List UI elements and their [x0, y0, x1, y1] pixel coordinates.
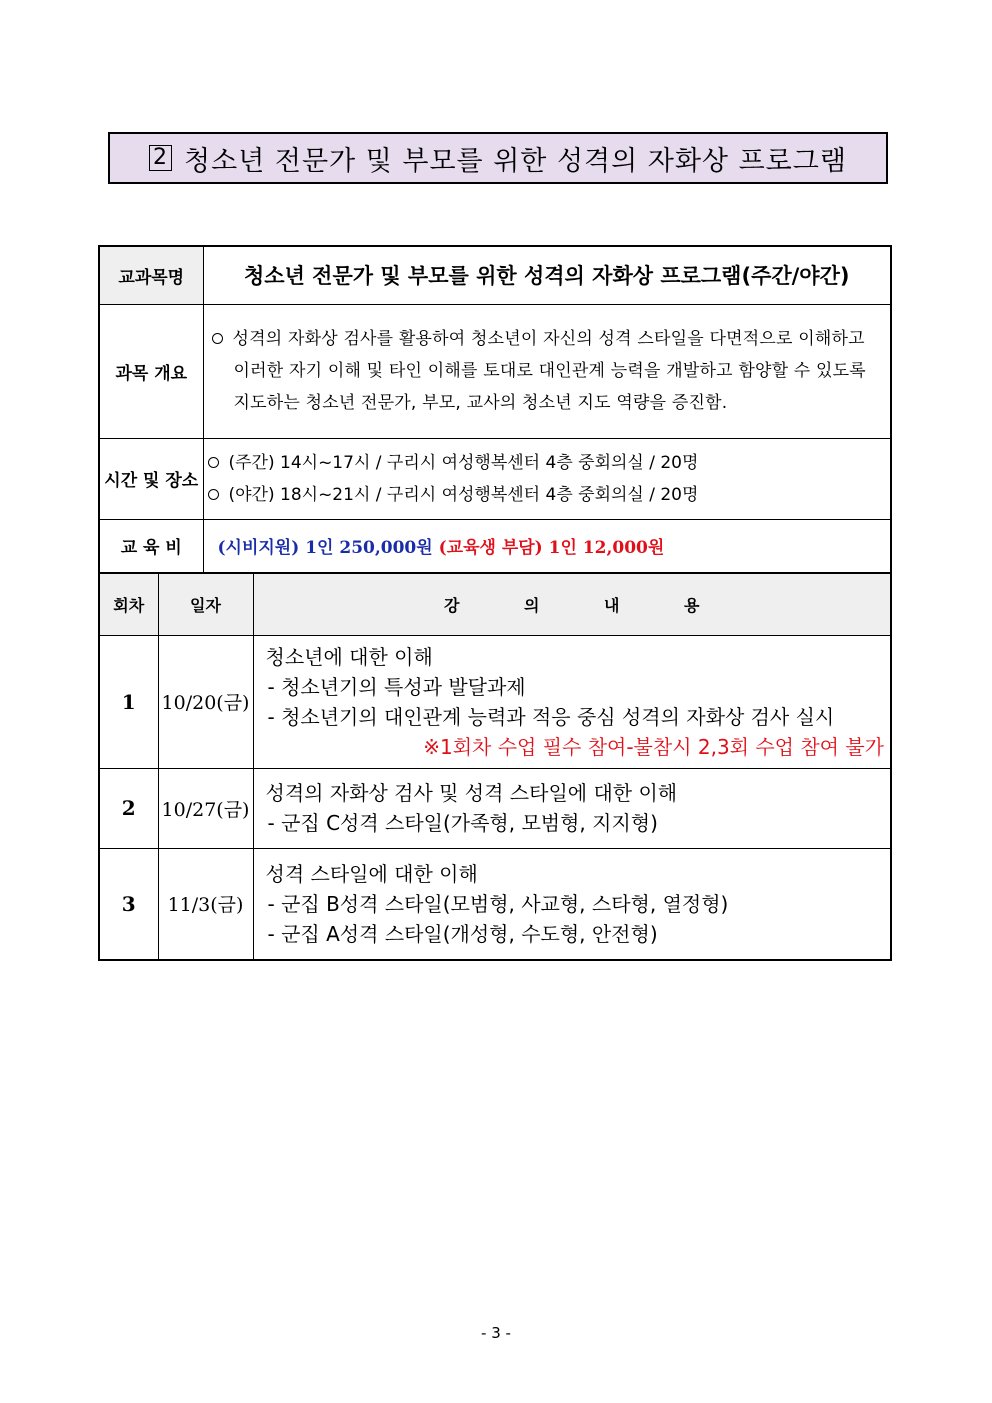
fee-label: 교 육 비: [99, 519, 203, 573]
schedule-label: 시간 및 장소: [99, 438, 203, 519]
schedule-line-night: [204, 479, 891, 511]
session-topic: 성격의 자화상 검사 및 성격 스타일에 대한 이해: [265, 781, 678, 805]
fee-row: [99, 519, 891, 573]
session-topic: 청소년에 대한 이해: [265, 644, 433, 669]
header-content: [253, 573, 891, 635]
sessions-header-row: [99, 573, 891, 635]
schedule-cell: [203, 438, 891, 519]
session-date: 10/27(금): [158, 768, 253, 848]
header-content-char: 내: [604, 595, 620, 615]
session-date: 10/20(금): [158, 635, 253, 768]
session-row: [99, 768, 891, 848]
session-topic: 성격 스타일에 대한 이해: [265, 861, 478, 886]
session-subtopic: - 청소년기의 특성과 발달과제: [267, 674, 526, 699]
bullet-circle-icon: [208, 489, 219, 500]
page-number: - 3 -: [481, 1324, 511, 1342]
session-no: 2: [99, 768, 158, 848]
course-name-row: [99, 246, 891, 304]
session-date: 11/3(금): [158, 848, 253, 960]
sessions-table: [98, 572, 892, 961]
session-content: [253, 768, 891, 848]
header-content-char: 용: [684, 595, 700, 615]
overview-row: [99, 304, 891, 438]
bullet-circle-icon: [212, 333, 223, 344]
session-row: [99, 848, 891, 960]
header-content-char: 강: [444, 595, 460, 615]
header-content-char: 의: [524, 595, 540, 615]
section-number: 2: [149, 145, 172, 171]
overview-text: 성격의 자화상 검사를 활용하여 청소년이 자신의 성격 스타일을 다면적으로 이해하고 이러한 자기 이해 및 타인 이해를 토대로 대인관계 능력을 개발하고 함양할 수 있도록 지도하는 청소년 전문가, 부모, 교사의 청소년 지도 역량을 증진함.: [232, 329, 866, 413]
schedule-day-text: (주간) 14시~17시 / 구리시 여성행복센터 4층 중회의실 / 20명: [228, 452, 699, 473]
session-no: 3: [99, 848, 158, 960]
session-subtopic: - 청소년기의 대인관계 능력과 적응 중심 성격의 자화상 검사 실시: [267, 704, 835, 729]
course-info-table: [98, 245, 892, 574]
session-row: [99, 635, 891, 768]
session-subtopic: - 군집 A성격 스타일(개성형, 수도형, 안전형): [267, 921, 658, 946]
fee-cell: [203, 519, 891, 573]
overview-cell: [203, 304, 891, 438]
session-subtopic: - 군집 B성격 스타일(모범형, 사교형, 스타형, 열정형): [267, 891, 729, 916]
section-title: [108, 132, 888, 184]
schedule-night-text: (야간) 18시~21시 / 구리시 여성행복센터 4층 중회의실 / 20명: [228, 484, 699, 505]
session-content: [253, 848, 891, 960]
session-content: [253, 635, 891, 768]
section-title-text: 청소년 전문가 및 부모를 위한 성격의 자화상 프로그램: [184, 145, 847, 177]
overview-label: 과목 개요: [99, 304, 203, 438]
schedule-line-day: [204, 447, 891, 479]
session-subtopic: - 군집 C성격 스타일(가족형, 모범형, 지지형): [267, 811, 658, 835]
schedule-row: [99, 438, 891, 519]
course-name-value: 청소년 전문가 및 부모를 위한 성격의 자화상 프로그램(주간/야간): [203, 246, 891, 304]
course-name-label: 교과목명: [99, 246, 203, 304]
session-note: ※1회차 수업 필수 참여-불참시 2,3회 수업 참여 불가: [423, 734, 884, 759]
header-no: 회차: [99, 573, 158, 635]
header-date: 일자: [158, 573, 253, 635]
fee-support: (시비지원) 1인 250,000원: [217, 538, 433, 559]
fee-student: (교육생 부담) 1인 12,000원: [438, 538, 665, 559]
bullet-circle-icon: [208, 457, 219, 468]
session-no: 1: [99, 635, 158, 768]
